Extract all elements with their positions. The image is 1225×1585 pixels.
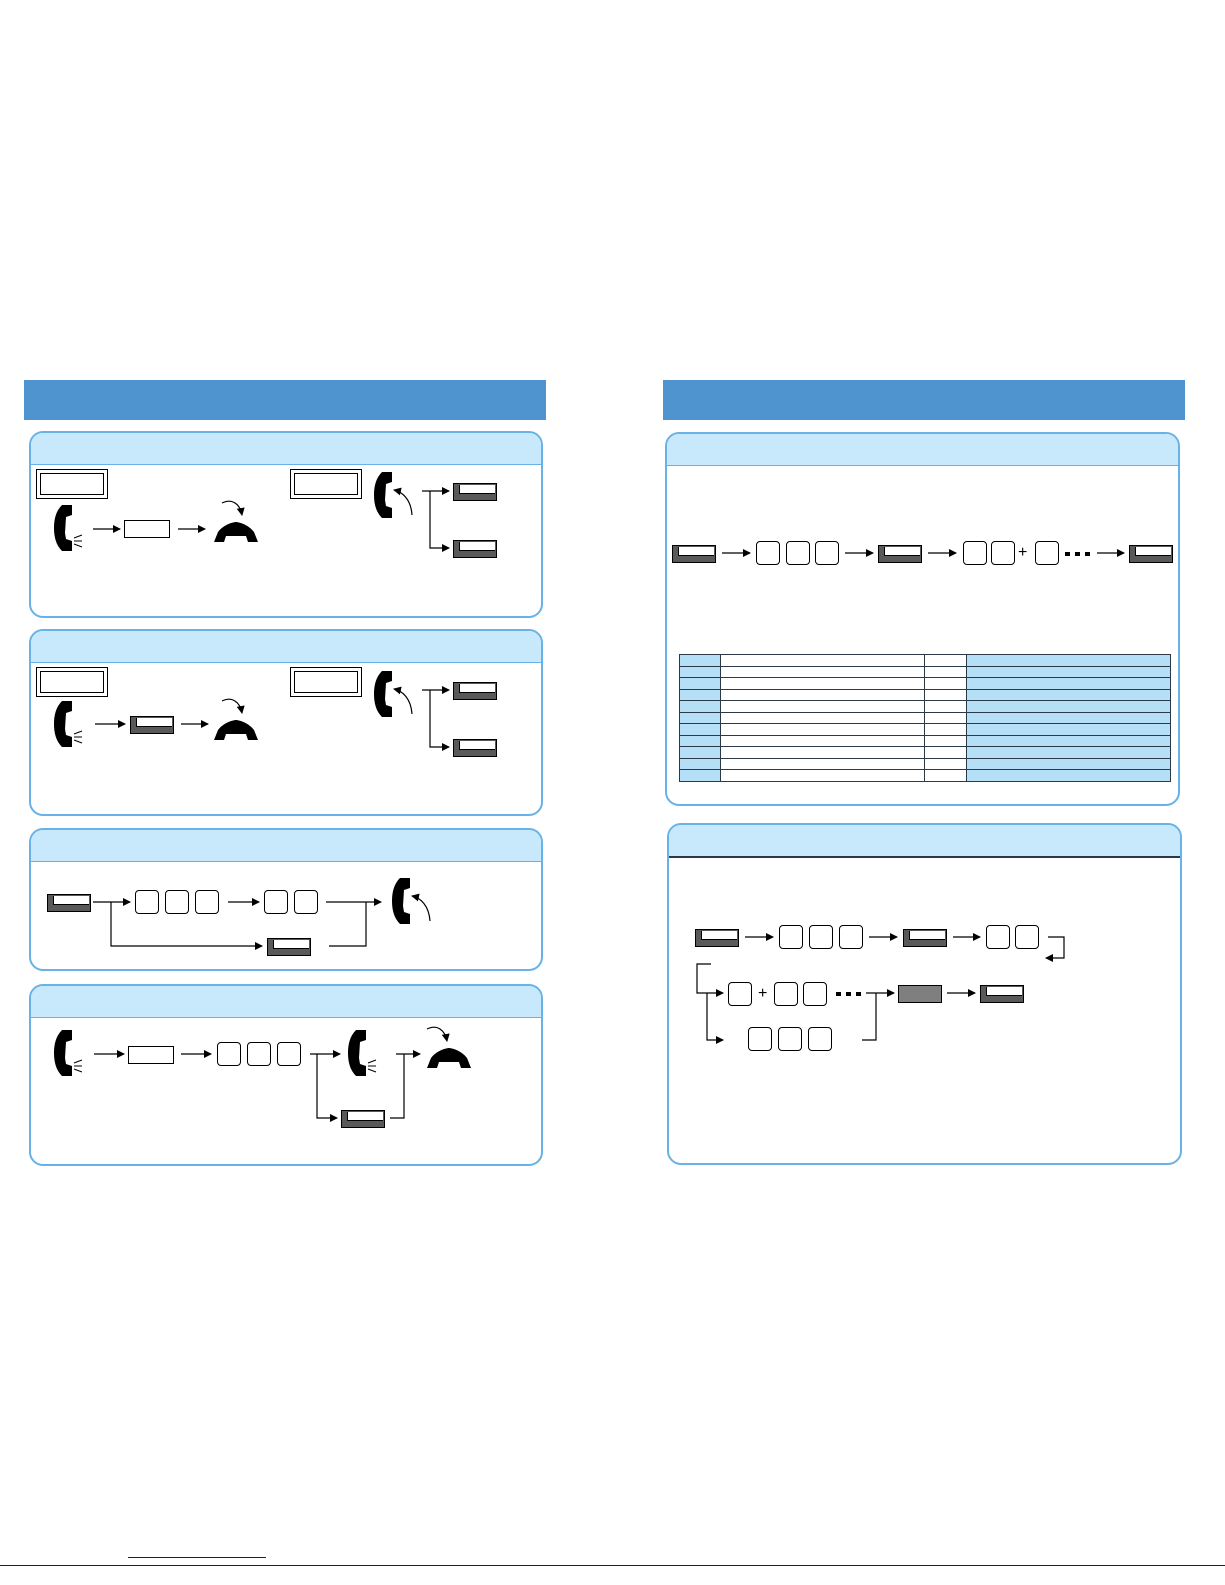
- handset-hangup-icon: [214, 720, 258, 740]
- handset-lifting-icon: [374, 671, 392, 717]
- plus-sign: +: [1018, 544, 1028, 561]
- handset-ringing-icon: [54, 701, 82, 747]
- plus-sign: +: [758, 985, 768, 1002]
- handset-ringing-icon: [348, 1030, 376, 1076]
- handset-hangup-icon: [427, 1048, 471, 1068]
- handset-ringing-icon: [54, 505, 82, 551]
- footer-rule: [0, 1565, 1225, 1566]
- handset-hangup-icon: [214, 522, 258, 542]
- handset-lifting-icon: [392, 878, 410, 924]
- handset-lifting-icon: [374, 472, 392, 518]
- footer-link-underline[interactable]: [128, 1557, 266, 1558]
- handset-ringing-icon: [54, 1030, 82, 1076]
